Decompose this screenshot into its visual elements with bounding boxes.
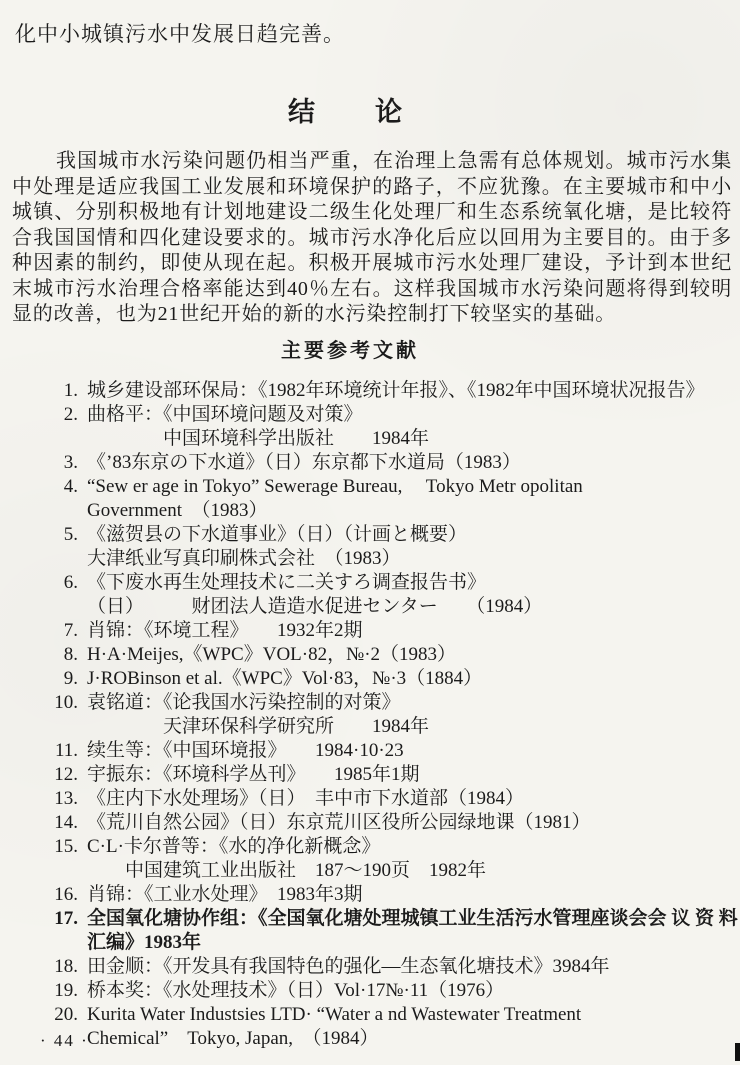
reference-line: 大津纸业写真印刷株式会社 （1983）: [87, 548, 401, 570]
references-heading: 主要参考文献: [281, 339, 419, 362]
reference-number: 10.: [54, 692, 78, 714]
reference-line: 中国建筑工业出版社 187～190页 1982年: [87, 860, 487, 882]
reference-line: 田金顺：《开发具有我国特色的强化—生态氧化塘技术》3984年: [87, 956, 610, 978]
page-number: · 44 ·: [40, 1031, 89, 1050]
reference-line: 城乡建设部环保局：《1982年环境统计年报》、《1982年中国环境状况报告》: [87, 380, 705, 402]
reference-number: 3.: [63, 452, 78, 474]
reference-text: [87, 379, 740, 403]
reference-text: [87, 763, 740, 787]
reference-text: [87, 739, 740, 763]
reference-item: [0, 955, 740, 979]
reference-line: 《荒川自然公园》（日）东京荒川区役所公园绿地课（1981）: [87, 812, 591, 834]
reference-line: 曲格平：《中国环境问题及对策》: [87, 404, 363, 426]
reference-text: [87, 451, 740, 475]
reference-number: 2.: [63, 404, 78, 426]
reference-number: 16.: [54, 884, 78, 906]
reference-text: [87, 523, 740, 571]
reference-number: 12.: [54, 764, 78, 786]
reference-line: “Sew er age in Tokyo” Sewerage Bureau, Tokyo Metr opolitan: [87, 476, 583, 498]
reference-item: [0, 523, 740, 571]
reference-number: 14.: [54, 812, 78, 834]
reference-text: [87, 907, 740, 955]
reference-line: 宇振东：《环境科学丛刊》 1985年1期: [87, 764, 420, 786]
reference-line: J·ROBinson et al.《WPC》Vol·83，№·3（1884）: [87, 668, 483, 690]
reference-item: [0, 811, 740, 835]
scan-edge-artifact: [735, 1043, 740, 1061]
reference-number: 18.: [54, 956, 78, 978]
reference-line: 桥本奖：《水处理技术》（日）Vol·17№·11（1976）: [87, 980, 505, 1002]
reference-number: 7.: [63, 620, 78, 642]
reference-number: 8.: [63, 644, 78, 666]
reference-text: [87, 883, 740, 907]
reference-item: [0, 475, 740, 523]
reference-text: [87, 787, 740, 811]
reference-number: 11.: [54, 740, 78, 762]
reference-line: 全国氧化塘协作组：《全国氧化塘处理城镇工业生活污水管理座谈会会 议 资 料 汇编》1983年: [87, 908, 738, 954]
reference-line: 《’83东京の下水道》（日）东京都下水道局（1983）: [87, 452, 521, 474]
reference-item: [0, 691, 740, 739]
reference-line: 《滋贺县の下水道事业》（日）（计画と概要）: [87, 524, 468, 546]
reference-text: [87, 667, 740, 691]
reference-number: 9.: [63, 668, 78, 690]
reference-text: [87, 403, 740, 451]
reference-item: [0, 643, 740, 667]
reference-text: [87, 811, 740, 835]
reference-text: [87, 1003, 740, 1051]
reference-line: 天津环保科学研究所 1984年: [87, 716, 430, 738]
reference-item: [0, 571, 740, 619]
previous-paragraph-tail: 化中小城镇污水中发展日趋完善。: [15, 22, 345, 46]
reference-line: 中国环境科学出版社 1984年: [87, 428, 430, 450]
reference-item: [0, 403, 740, 451]
reference-line: H·A·Meijes,《WPC》VOL·82，№·2（1983）: [87, 644, 457, 666]
reference-text: [87, 475, 740, 523]
reference-number: 4.: [63, 476, 78, 498]
reference-text: [87, 571, 740, 619]
reference-number: 6.: [63, 572, 78, 594]
reference-line: 肖锦：《工业水处理》 1983年3期: [87, 884, 363, 906]
reference-line: Chemical” Tokyo, Japan, （1984）: [87, 1028, 379, 1050]
reference-item: [0, 787, 740, 811]
reference-number: 15.: [54, 836, 78, 858]
reference-line: Kurita Water Industsies LTD· “Water a nd Wastewater Treatment: [87, 1004, 582, 1026]
reference-line: C·L·卡尔普等：《水的净化新概念》: [87, 836, 381, 858]
reference-line: 肖锦：《环境工程》 1932年2期: [87, 620, 363, 642]
reference-line: 《下废水再生处理技术に二关すろ调查报告书》: [87, 572, 487, 594]
reference-number: 5.: [63, 524, 78, 546]
reference-text: [87, 955, 740, 979]
reference-line: 袁铭道：《论我国水污染控制的对策》: [87, 692, 401, 714]
section-title: 结 论: [288, 97, 404, 127]
reference-item: [0, 667, 740, 691]
reference-line: Government （1983）: [87, 500, 268, 522]
reference-text: [87, 691, 740, 739]
conclusion-paragraph: 我国城市水污染问题仍相当严重，在治理上急需有总体规划。城市污水集中处理是适应我国工业发展和环境保护的路子，不应犹豫。在主要城市和中小城镇、分别积极地有计划地建设二级生化处理厂和生态系统氧化塘，是比较符合我国国情和四化建设要求的。城市污水净化后应以回用为主要目的。由于多种因素的制约，即使从现在起。积极开展城市污水处理厂建设，予计到本世纪末城市污水治理合格率能达到40％左右。这样我国城市水污染问题将得到较明显的改善，也为21世纪开始的新的水污染控制打下较坚实的基础。: [12, 150, 732, 325]
reference-item: [0, 763, 740, 787]
reference-number: 13.: [54, 788, 78, 810]
reference-line: （日） 财团法人造造水促进センター （1984）: [87, 596, 543, 618]
reference-number: 19.: [54, 980, 78, 1002]
reference-text: [87, 643, 740, 667]
reference-line: 续生等：《中国环境报》 1984·10·23: [87, 740, 404, 762]
reference-item: [0, 451, 740, 475]
reference-item: [0, 883, 740, 907]
reference-text: [87, 979, 740, 1003]
reference-number: 17.: [54, 908, 78, 930]
reference-item: [0, 739, 740, 763]
reference-item: [0, 1003, 740, 1051]
reference-item: [0, 835, 740, 883]
reference-item: [0, 979, 740, 1003]
reference-number: 1.: [63, 380, 78, 402]
reference-text: [87, 619, 740, 643]
reference-item: [0, 619, 740, 643]
reference-text: [87, 835, 740, 883]
reference-item: [0, 907, 740, 955]
reference-item: [0, 379, 740, 403]
reference-line: 《庄内下水处理场》（日） 丰中市下水道部（1984）: [87, 788, 525, 810]
reference-list: [0, 379, 740, 1051]
reference-number: 20.: [54, 1004, 78, 1026]
